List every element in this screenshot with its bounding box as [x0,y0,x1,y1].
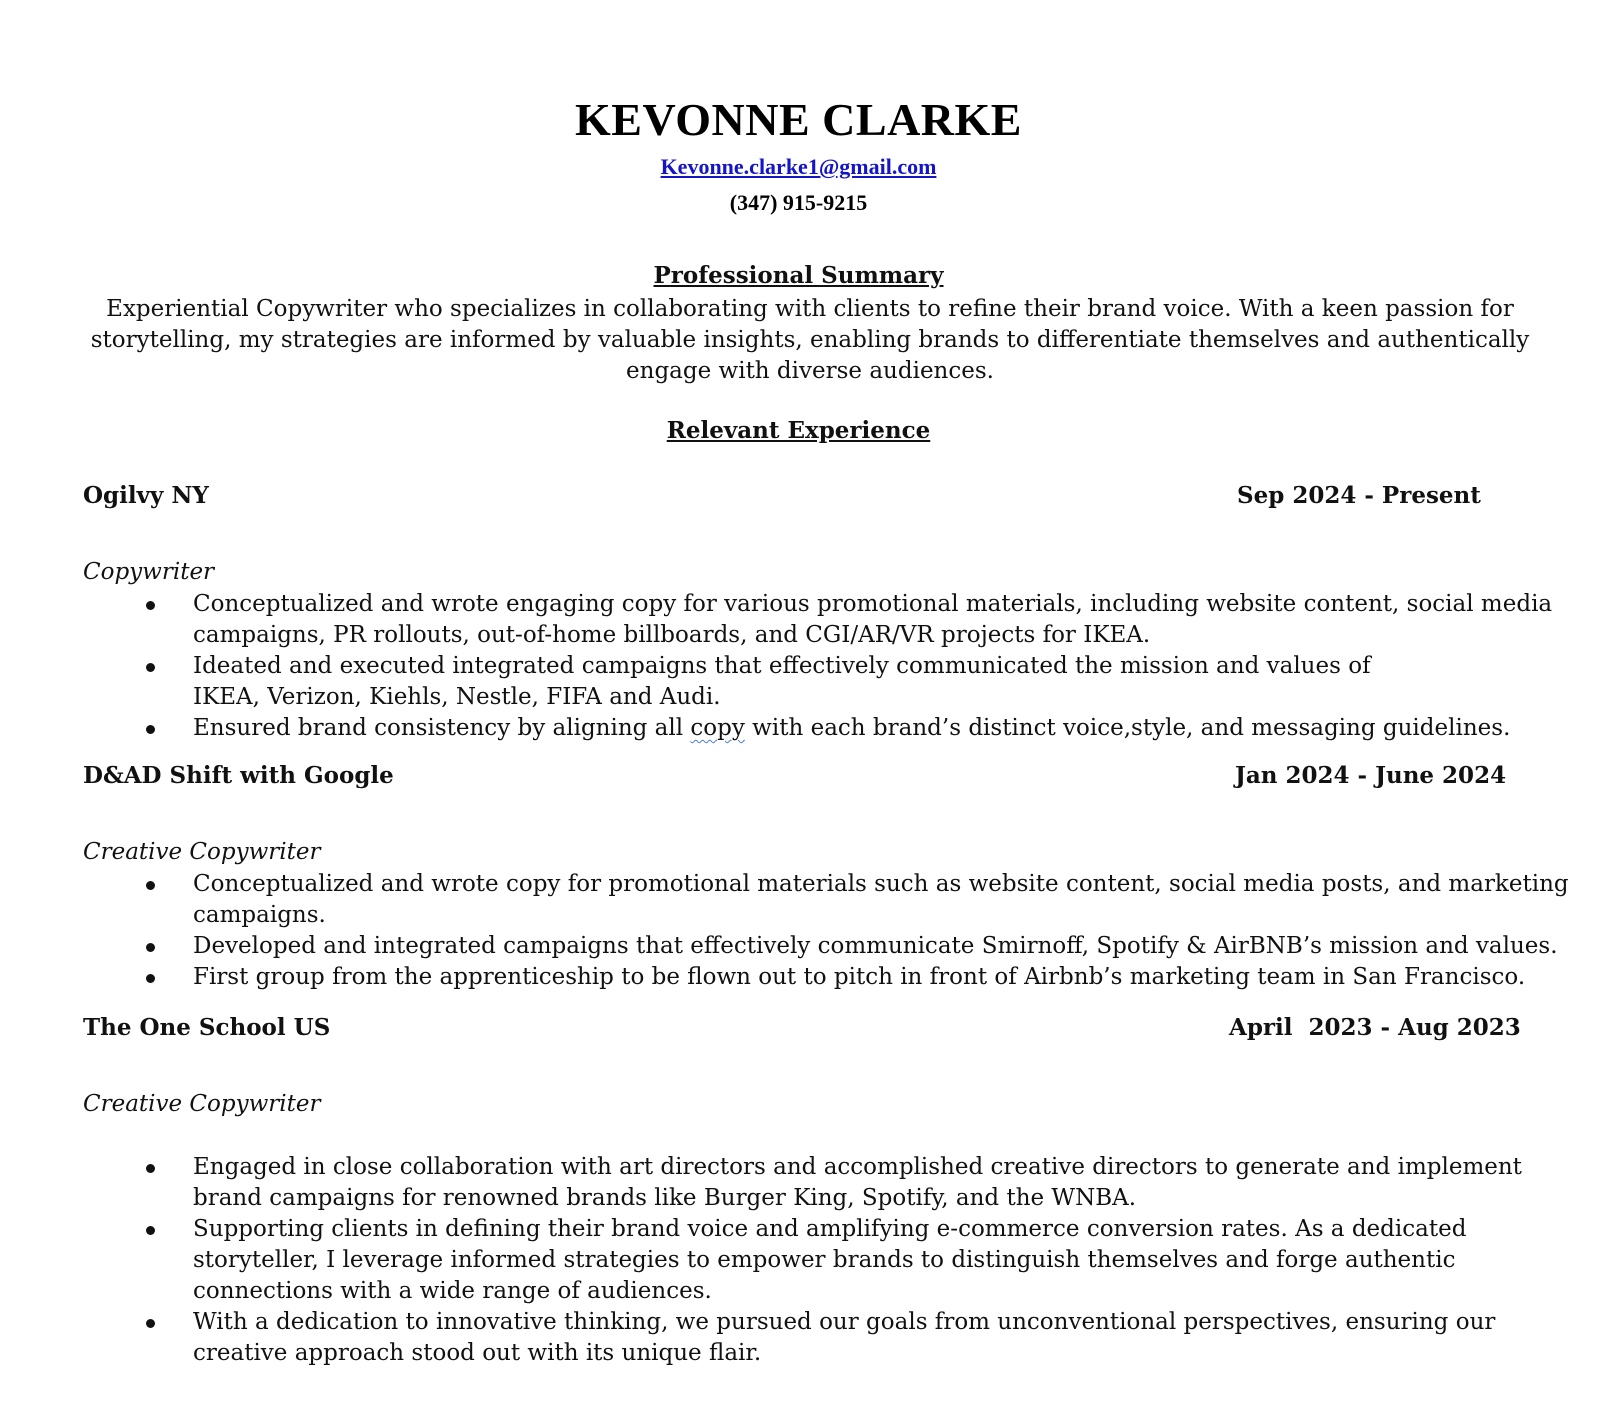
bullet-icon [146,1164,155,1173]
bullet-icon [146,601,155,610]
bullet-line [193,713,1552,744]
bullet-line: Developed and integrated campaigns that effectively communicate Smirnoff, Spotify & AirBNB’s mission and values. [193,933,1558,959]
summary-line: engage with diverse audiences. [626,358,994,384]
list-item [0,589,1552,651]
bullet-line: brand campaigns for renowned brands like Burger King, Spotify, and the WNBA. [193,1185,1137,1211]
candidate-name: KEVONNE CLARKE [575,94,1022,145]
job-role: Creative Copywriter [83,1091,321,1117]
summary-text [80,294,1540,387]
job-company: The One School US [83,1014,331,1041]
job-dates: Jan 2024 - June 2024 [1235,762,1507,789]
job-role: Creative Copywriter [83,839,321,865]
bullet-icon [146,881,155,890]
job-bullets [0,589,1552,744]
bullet-line: Conceptualized and wrote engaging copy for various promotional materials, including website content, social media [193,591,1553,617]
list-item [0,1214,1522,1307]
job-role: Copywriter [83,559,215,585]
bullet-text: with each brand’s distinct voice,style, and messaging guidelines. [744,715,1511,741]
summary-line: storytelling, my strategies are informed by valuable insights, enabling brands to differentiate themselves and authentically [90,327,1530,353]
bullet-line: Ideated and executed integrated campaigns that effectively communicated the mission and values of [193,653,1371,679]
experience-heading: Relevant Experience [666,417,931,444]
list-item [0,962,1569,993]
job-dates: Sep 2024 - Present [1237,482,1481,509]
bullet-line: Supporting clients in defining their brand voice and amplifying e-commerce conversion rates. As a dedicated [193,1216,1467,1242]
bullet-line: Conceptualized and wrote copy for promotional materials such as website content, social media posts, and marketing [193,871,1569,897]
summary-line: Experiential Copywriter who specializes in collaborating with clients to refine their brand voice. With a keen passion for [106,296,1514,322]
bullet-icon [146,1319,155,1328]
job-bullets [0,1152,1522,1369]
bullet-line: campaigns. [193,902,326,928]
bullet-line: campaigns, PR rollouts, out-of-home billboards, and CGI/AR/VR projects for IKEA. [193,622,1151,648]
list-item [0,931,1569,962]
summary-heading: Professional Summary [653,262,944,289]
spellcheck-word[interactable]: copy [690,715,745,741]
bullet-line: connections with a wide range of audiences. [193,1278,712,1304]
bullet-line: IKEA, Verizon, Kiehls, Nestle, FIFA and Audi. [193,684,721,710]
bullet-icon [146,725,155,734]
job-bullets [0,869,1569,993]
bullet-icon [146,1226,155,1235]
email-link[interactable]: Kevonne.clarke1@gmail.com [660,154,937,179]
bullet-icon [146,943,155,952]
job-company: Ogilvy NY [83,482,209,509]
list-item [0,1152,1522,1214]
job-company: D&AD Shift with Google [83,762,394,789]
list-item [0,1307,1522,1369]
bullet-icon [146,663,155,672]
list-item [0,713,1552,744]
bullet-line: First group from the apprenticeship to be flown out to pitch in front of Airbnb’s marketing team in San Francisco. [193,964,1526,990]
bullet-line: creative approach stood out with its unique flair. [193,1340,762,1366]
bullet-text: Ensured brand consistency by aligning all [193,715,691,741]
job-dates: April 2023 - Aug 2023 [1229,1014,1521,1041]
bullet-line: Engaged in close collaboration with art directors and accomplished creative directors to generate and implement [193,1154,1522,1180]
phone-number: (347) 915-9215 [729,190,868,215]
bullet-icon [146,974,155,983]
list-item [0,869,1569,931]
email-line [0,154,1597,180]
bullet-line: With a dedication to innovative thinking, we pursued our goals from unconventional perspectives, ensuring our [193,1309,1496,1335]
bullet-line: storyteller, I leverage informed strategies to empower brands to distinguish themselves and forge authentic [193,1247,1456,1273]
list-item [0,651,1552,713]
